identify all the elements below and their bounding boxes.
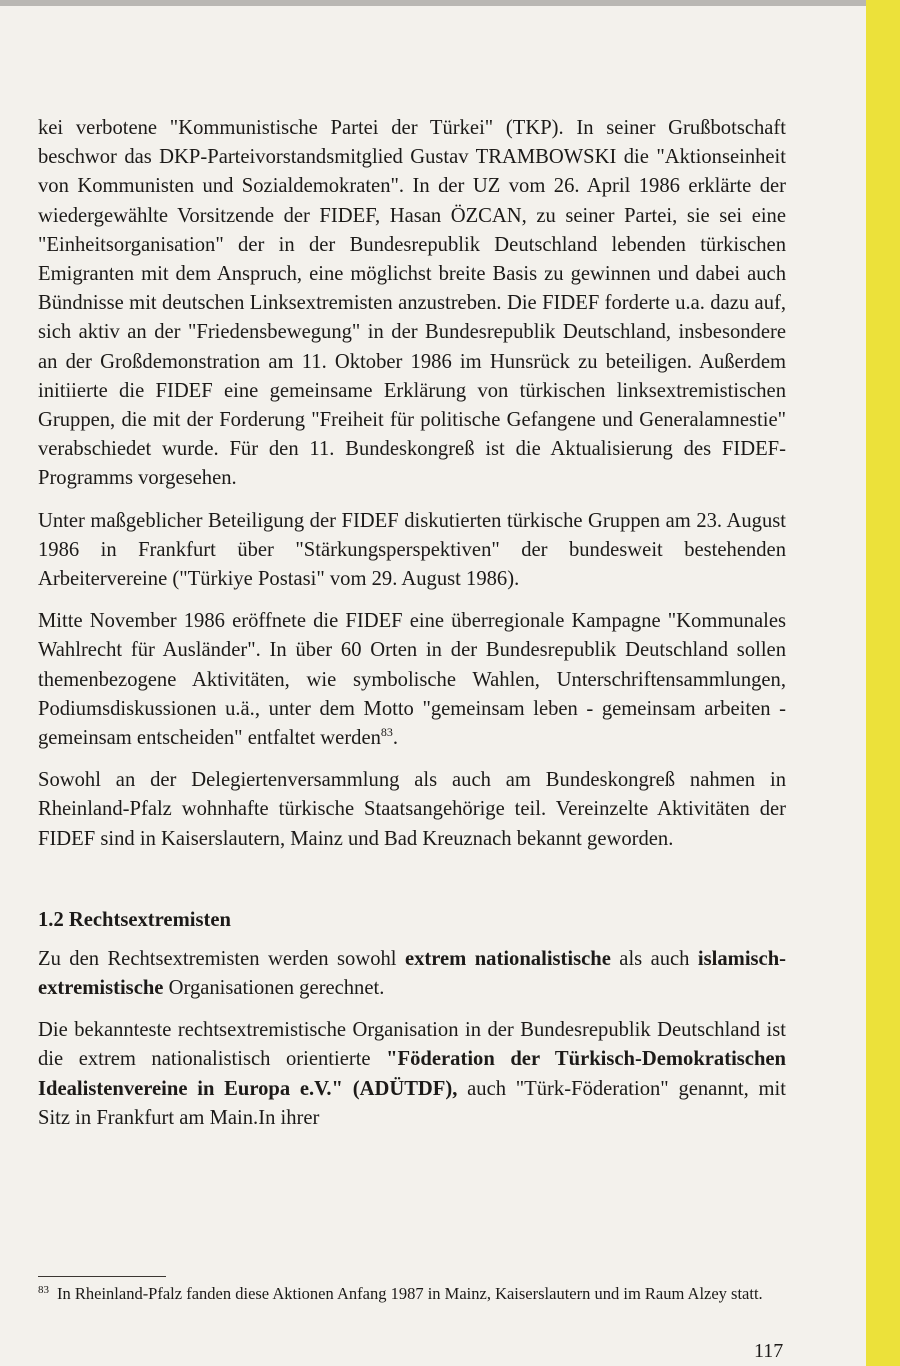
footnote-divider [38,1276,166,1277]
page-edge-strip [866,0,900,1366]
intro-text-a: Zu den Rechtsextremisten werden sowohl [38,947,405,970]
paragraph-rhineland-activities: Sowohl an der Delegiertenversammlung als auch am Bundeskongreß nahmen in Rheinland-Pfalz wohnhafte türkische Staatsangehörige teil. Vereinzelte Aktivitäten der FIDEF sind in Kaiserslautern, Mainz und Bad Kreuznach bekannt geworden. [38,769,786,850]
paragraph-right-extremists-intro [38,945,786,1003]
aduetdf-text-c: auch "Türk-Föderation" genannt, mit Sitz in Frankfurt am Main.In ihrer [38,1077,786,1129]
paragraph-voting-campaign [38,607,786,753]
intro-text-c: als auch [610,947,698,970]
intro-text-e: Organisationen gerechnet. [163,977,385,1000]
paragraph-frankfurt-discussion: Unter maßgeblicher Beteiligung der FIDEF diskutierten türkische Gruppen am 23. August 1986 in Frankfurt über "Stärkungsperspektiven" der bundesweit bestehenden Arbeitervereine ("Türkiye Postasi" vom 29. August 1986). [38,509,786,591]
footnote-reference[interactable]: 83 [380,725,393,740]
campaign-text-end: . [392,727,399,750]
page-number: 117 [754,1340,784,1362]
aduetdf-text-a: Die bekannteste rechtsextremistische Organisation in der Bundesrepublik Deutschland ist die extrem nationalistisch orientierte [38,1019,786,1071]
footnote [38,1282,786,1306]
campaign-text: Mitte November 1986 eröffnete die FIDEF eine überregionale Kampagne "Kommunales Wahlrecht für Ausländer". In über 60 Orten in der Bundesrepublik Deutschland sollen themenbezogene Aktivitäten, wie symbolische Wahlen, Unterschriftensammlungen, Podiumsdiskussionen u.ä., unter dem Motto "gemeinsam leben - gemeinsam arbeiten - gemeinsam entscheiden" entfaltet werden [38,610,786,750]
section-heading: 1.2 Rechtsextremisten [38,908,231,931]
paragraph-aduetdf [38,1016,786,1133]
aduetdf-bold-name: "Föderation der Türkisch-Demokratischen Idealistenvereine in Europa e.V." (ADÜTDF), [38,1048,786,1100]
footnote-mark: 83 [38,1283,49,1296]
scan-top-edge [0,0,868,6]
page-body [38,114,786,1146]
paragraph-fidef-congress: kei verbotene "Kommunistische Partei der Türkei" (TKP). In seiner Grußbotschaft beschwor das DKP-Parteivorstandsmitglied Gustav TRAMBOWSKI die "Aktionseinheit von Kommunisten und Sozialdemokraten". In der UZ vom 26. April 1986 erklärte der wiedergewählte Vorsitzende der FIDEF, Hasan ÖZCAN, zu seiner Partei, sie sei eine "Einheitsorganisation" der in der Bundesrepublik Deutschland lebenden türkischen Emigranten mit dem Anspruch, eine möglichst breite Basis zu gewinnen und dabei auch Bündnisse mit deutschen Linksextremisten anzustreben. Die FIDEF forderte u.a. dazu auf, sich aktiv an der "Friedensbewegung" in der Bundesrepublik Deutschland, insbesondere an der Großdemonstration am 11. Oktober 1986 im Hunsrück zu beteiligen. Außerdem initiierte die FIDEF eine gemeinsame Erklärung von türkischen linksextremistischen Gruppen, die mit der Forderung "Freiheit für politische Gefangene und Generalamnestie" verabschiedet wurde. Für den 11. Bundeskongreß ist die Aktualisierung des FIDEF-Programms vorgesehen. [38,117,786,490]
intro-bold-islamist: islamisch-extremistische [38,947,787,1000]
intro-bold-nationalist: extrem nationalistische [404,947,611,970]
footnote-text: In Rheinland-Pfalz fanden diese Aktionen Anfang 1987 in Mainz, Kaiserslautern und im Raum Alzey statt. [57,1284,763,1303]
